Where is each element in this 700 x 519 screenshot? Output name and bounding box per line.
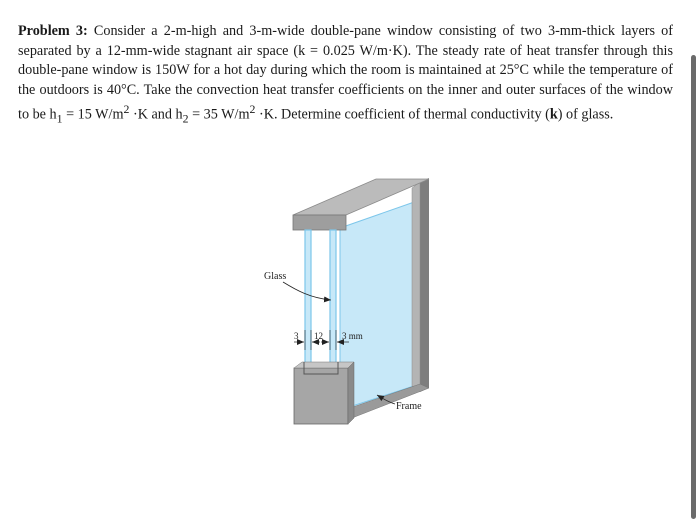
h1-subscript: 1 bbox=[56, 111, 63, 126]
k-symbol: k bbox=[549, 107, 558, 124]
frame-bottom-block-top bbox=[294, 362, 354, 368]
h1-unit: ·K and h bbox=[129, 107, 183, 124]
frame-label: Frame bbox=[396, 401, 422, 412]
dim-label-3: 3 bbox=[294, 331, 299, 341]
problem-ending: ) of glass. bbox=[557, 107, 614, 124]
frame-bottom-block bbox=[294, 368, 348, 424]
frame-bottom-block-side bbox=[348, 362, 354, 424]
h2-unit: ·K. Determine coefficient of thermal conductivity ( bbox=[255, 107, 550, 124]
problem-label: Problem 3: bbox=[18, 23, 88, 39]
dim-label-3mm: 3 mm bbox=[342, 331, 363, 341]
dim-label-12: 12 bbox=[314, 331, 323, 341]
right-glass-layer bbox=[330, 230, 336, 368]
frame-top-front bbox=[293, 215, 346, 230]
frame-right-side bbox=[420, 178, 429, 392]
h1-superscript: 2 bbox=[123, 102, 130, 117]
h2-value: = 35 W/m bbox=[188, 107, 250, 124]
glass-label: Glass bbox=[264, 271, 287, 282]
h1-value: = 15 W/m bbox=[62, 107, 124, 124]
h2-superscript: 2 bbox=[249, 102, 256, 117]
h2-subscript: 2 bbox=[182, 111, 189, 126]
problem-intro: Consider a 2-m-high and 3-m-wide double-pane window consisting of two 3-mm-thick layers of separated by a 12-mm-wide stagnant air space (k = 0.025 W/m·K). The steady rate of heat transfer through this double-pane window is 150W for a hot day during which the room is maintained at 25°C while the temperature of the outdoors is 40°C. Take the convection heat transfer coefficients on the inner and outer surfaces of the window to be h bbox=[18, 23, 673, 124]
left-glass-layer bbox=[305, 230, 311, 368]
frame-right-face bbox=[412, 182, 420, 392]
